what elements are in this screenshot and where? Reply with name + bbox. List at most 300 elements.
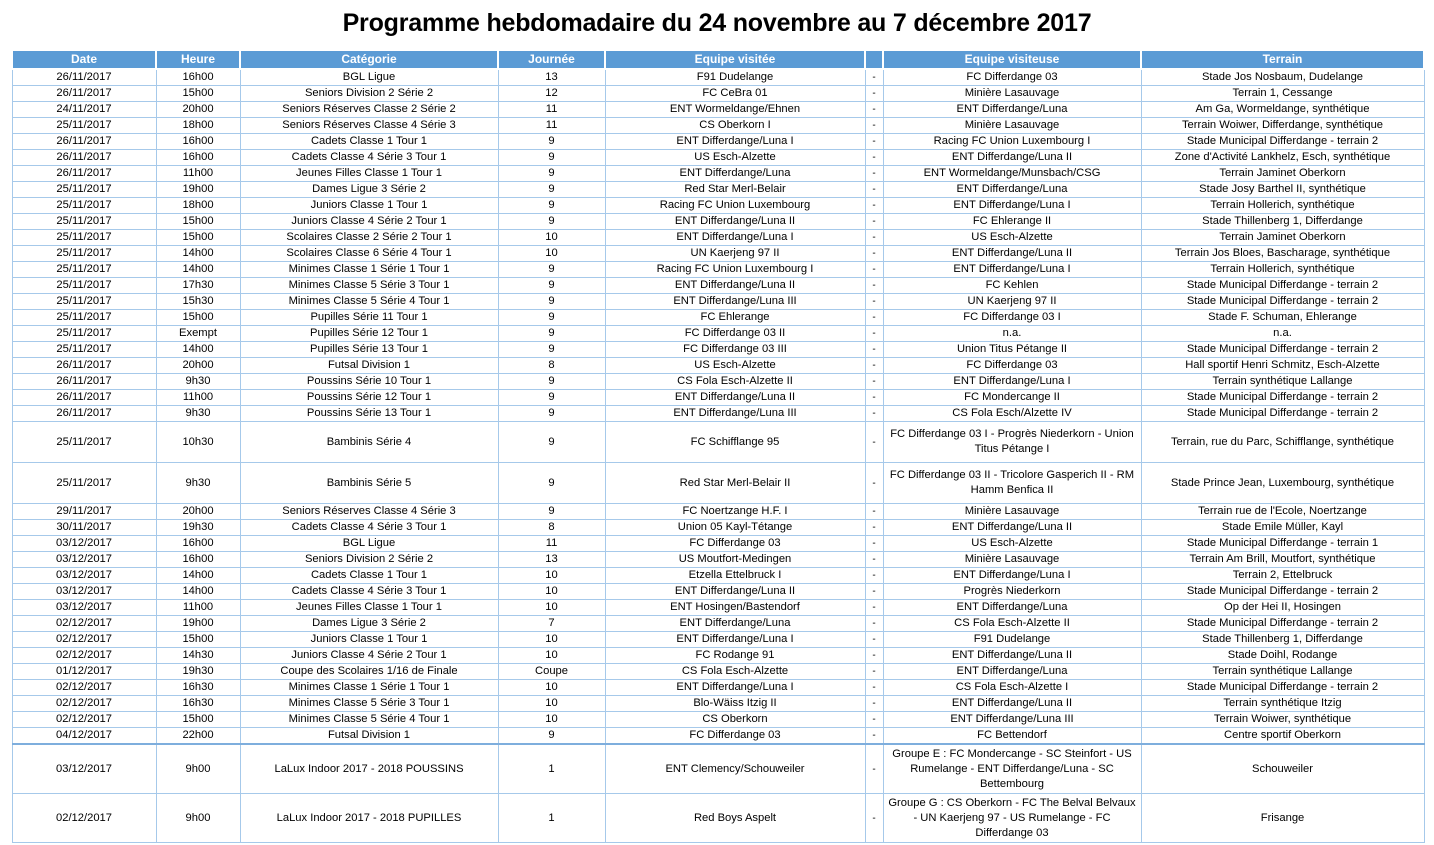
cell-terrain: Stade Municipal Differdange - terrain 2 [1141, 342, 1424, 358]
cell-terrain: Terrain Hollerich, synthétique [1141, 198, 1424, 214]
cell-equipe-visitee: ENT Wormeldange/Ehnen [605, 102, 865, 118]
table-row[interactable] [12, 696, 1424, 712]
cell-date: 25/11/2017 [12, 182, 156, 198]
cell-equipe-visitee: ENT Differdange/Luna III [605, 406, 865, 422]
cell-categorie: Minimes Classe 5 Série 3 Tour 1 [240, 696, 498, 712]
cell-heure: 11h00 [156, 166, 240, 182]
cell-journee: 9 [498, 504, 605, 520]
cell-separator: - [865, 568, 883, 584]
table-row[interactable] [12, 584, 1424, 600]
cell-date: 25/11/2017 [12, 278, 156, 294]
column-header-terrain[interactable]: Terrain [1141, 50, 1424, 69]
cell-equipe-visiteuse: Minière Lasauvage [883, 504, 1141, 520]
table-row[interactable] [12, 150, 1424, 166]
cell-journee: 10 [498, 632, 605, 648]
cell-terrain: Stade Municipal Differdange - terrain 2 [1141, 278, 1424, 294]
cell-date: 25/11/2017 [12, 310, 156, 326]
cell-equipe-visitee: FC Differdange 03 [605, 536, 865, 552]
cell-terrain: Stade Emile Müller, Kayl [1141, 520, 1424, 536]
cell-separator: - [865, 294, 883, 310]
cell-equipe-visitee: Red Boys Aspelt [605, 794, 865, 843]
cell-terrain: Frisange [1141, 794, 1424, 843]
cell-categorie: Juniors Classe 1 Tour 1 [240, 198, 498, 214]
cell-equipe-visiteuse: US Esch-Alzette [883, 536, 1141, 552]
table-row[interactable] [12, 310, 1424, 326]
column-header-date[interactable]: Date [12, 50, 156, 69]
cell-heure: 9h00 [156, 744, 240, 794]
cell-categorie: LaLux Indoor 2017 - 2018 PUPILLES [240, 794, 498, 843]
cell-equipe-visitee: ENT Differdange/Luna II [605, 584, 865, 600]
cell-date: 25/11/2017 [12, 326, 156, 342]
cell-terrain: Terrain synthétique Itzig [1141, 696, 1424, 712]
cell-equipe-visiteuse: ENT Differdange/Luna I [883, 568, 1141, 584]
cell-date: 30/11/2017 [12, 520, 156, 536]
cell-equipe-visitee: Etzella Ettelbruck I [605, 568, 865, 584]
cell-heure: 18h00 [156, 198, 240, 214]
cell-equipe-visiteuse: ENT Differdange/Luna [883, 182, 1141, 198]
cell-date: 01/12/2017 [12, 664, 156, 680]
cell-date: 03/12/2017 [12, 744, 156, 794]
cell-separator: - [865, 712, 883, 728]
table-row[interactable] [12, 262, 1424, 278]
cell-date: 26/11/2017 [12, 374, 156, 390]
column-header-journee[interactable]: Journée [498, 50, 605, 69]
cell-equipe-visiteuse: FC Kehlen [883, 278, 1141, 294]
column-header-equipe-visiteuse[interactable]: Equipe visiteuse [883, 50, 1141, 69]
cell-heure: 14h00 [156, 584, 240, 600]
cell-terrain: Stade Municipal Differdange - terrain 2 [1141, 584, 1424, 600]
cell-heure: 16h00 [156, 69, 240, 86]
table-row[interactable] [12, 632, 1424, 648]
cell-equipe-visitee: Racing FC Union Luxembourg I [605, 262, 865, 278]
cell-date: 24/11/2017 [12, 102, 156, 118]
cell-categorie: Seniors Réserves Classe 4 Série 3 [240, 504, 498, 520]
cell-heure: 14h30 [156, 648, 240, 664]
cell-journee: 7 [498, 616, 605, 632]
cell-equipe-visiteuse: FC Differdange 03 I - Progrès Niederkorn - Union Titus Pétange I [883, 422, 1141, 463]
cell-equipe-visiteuse: FC Ehlerange II [883, 214, 1141, 230]
cell-terrain: Stade Municipal Differdange - terrain 2 [1141, 616, 1424, 632]
cell-journee: 10 [498, 584, 605, 600]
cell-journee: 9 [498, 310, 605, 326]
cell-separator: - [865, 358, 883, 374]
cell-journee: 9 [498, 262, 605, 278]
cell-equipe-visiteuse: FC Differdange 03 [883, 358, 1141, 374]
cell-categorie: Pupilles Série 12 Tour 1 [240, 326, 498, 342]
cell-date: 25/11/2017 [12, 294, 156, 310]
cell-separator: - [865, 504, 883, 520]
table-row[interactable] [12, 214, 1424, 230]
cell-separator: - [865, 262, 883, 278]
cell-equipe-visitee: US Esch-Alzette [605, 150, 865, 166]
cell-journee: 9 [498, 150, 605, 166]
cell-journee: 10 [498, 246, 605, 262]
column-header-separator [865, 50, 883, 69]
cell-equipe-visiteuse: UN Kaerjeng 97 II [883, 294, 1141, 310]
table-row[interactable] [12, 600, 1424, 616]
cell-terrain: Stade Municipal Differdange - terrain 2 [1141, 294, 1424, 310]
cell-heure: 16h30 [156, 696, 240, 712]
cell-heure: 9h30 [156, 406, 240, 422]
cell-separator: - [865, 584, 883, 600]
cell-date: 02/12/2017 [12, 616, 156, 632]
cell-categorie: Juniors Classe 4 Série 2 Tour 1 [240, 648, 498, 664]
cell-date: 25/11/2017 [12, 342, 156, 358]
cell-separator: - [865, 536, 883, 552]
cell-equipe-visiteuse: ENT Differdange/Luna III [883, 712, 1141, 728]
cell-equipe-visitee: FC Differdange 03 II [605, 326, 865, 342]
cell-separator: - [865, 632, 883, 648]
cell-journee: 9 [498, 390, 605, 406]
cell-categorie: Poussins Série 13 Tour 1 [240, 406, 498, 422]
cell-terrain: Terrain, rue du Parc, Schifflange, synthétique [1141, 422, 1424, 463]
cell-journee: 11 [498, 118, 605, 134]
table-row[interactable] [12, 536, 1424, 552]
table-row[interactable] [12, 422, 1424, 463]
cell-terrain: Op der Hei II, Hosingen [1141, 600, 1424, 616]
cell-journee: 9 [498, 166, 605, 182]
cell-date: 26/11/2017 [12, 166, 156, 182]
cell-categorie: BGL Ligue [240, 536, 498, 552]
cell-journee: 9 [498, 463, 605, 504]
cell-separator: - [865, 278, 883, 294]
cell-date: 26/11/2017 [12, 86, 156, 102]
cell-heure: 15h00 [156, 214, 240, 230]
cell-categorie: Scolaires Classe 6 Série 4 Tour 1 [240, 246, 498, 262]
cell-journee: Coupe [498, 664, 605, 680]
cell-journee: 10 [498, 600, 605, 616]
cell-date: 25/11/2017 [12, 246, 156, 262]
cell-separator: - [865, 390, 883, 406]
cell-heure: Exempt [156, 326, 240, 342]
cell-equipe-visiteuse: Minière Lasauvage [883, 118, 1141, 134]
cell-date: 02/12/2017 [12, 648, 156, 664]
cell-categorie: Cadets Classe 4 Série 3 Tour 1 [240, 584, 498, 600]
cell-heure: 19h00 [156, 182, 240, 198]
table-row[interactable] [12, 102, 1424, 118]
cell-date: 02/12/2017 [12, 696, 156, 712]
cell-equipe-visiteuse: ENT Differdange/Luna I [883, 198, 1141, 214]
cell-equipe-visiteuse: FC Bettendorf [883, 728, 1141, 745]
cell-equipe-visitee: ENT Differdange/Luna [605, 616, 865, 632]
cell-heure: 15h00 [156, 230, 240, 246]
table-row[interactable] [12, 358, 1424, 374]
column-header-heure[interactable]: Heure [156, 50, 240, 69]
cell-heure: 15h00 [156, 310, 240, 326]
cell-equipe-visitee: FC Ehlerange [605, 310, 865, 326]
cell-categorie: Bambinis Série 5 [240, 463, 498, 504]
table-row[interactable] [12, 166, 1424, 182]
cell-heure: 14h00 [156, 568, 240, 584]
cell-separator: - [865, 150, 883, 166]
table-row[interactable] [12, 230, 1424, 246]
cell-equipe-visiteuse: FC Differdange 03 II - Tricolore Gasperich II - RM Hamm Benfica II [883, 463, 1141, 504]
cell-journee: 11 [498, 102, 605, 118]
cell-journee: 10 [498, 230, 605, 246]
table-row[interactable] [12, 680, 1424, 696]
cell-separator: - [865, 616, 883, 632]
cell-categorie: Minimes Classe 1 Série 1 Tour 1 [240, 262, 498, 278]
table-row[interactable] [12, 390, 1424, 406]
cell-heure: 11h00 [156, 390, 240, 406]
table-row[interactable] [12, 520, 1424, 536]
table-row[interactable] [12, 198, 1424, 214]
cell-journee: 1 [498, 794, 605, 843]
cell-heure: 17h30 [156, 278, 240, 294]
cell-date: 03/12/2017 [12, 600, 156, 616]
cell-journee: 11 [498, 536, 605, 552]
table-row[interactable] [12, 664, 1424, 680]
cell-date: 25/11/2017 [12, 118, 156, 134]
cell-categorie: BGL Ligue [240, 69, 498, 86]
cell-heure: 14h00 [156, 246, 240, 262]
cell-heure: 16h00 [156, 552, 240, 568]
cell-equipe-visiteuse: ENT Differdange/Luna II [883, 520, 1141, 536]
cell-date: 25/11/2017 [12, 422, 156, 463]
cell-equipe-visiteuse: Groupe G : CS Oberkorn - FC The Belval Belvaux - UN Kaerjeng 97 - US Rumelange - FC Differdange 03 [883, 794, 1141, 843]
cell-equipe-visitee: UN Kaerjeng 97 II [605, 246, 865, 262]
cell-categorie: Cadets Classe 1 Tour 1 [240, 134, 498, 150]
cell-categorie: Futsal Division 1 [240, 728, 498, 745]
cell-date: 04/12/2017 [12, 728, 156, 745]
cell-heure: 15h00 [156, 712, 240, 728]
cell-equipe-visitee: ENT Hosingen/Bastendorf [605, 600, 865, 616]
cell-terrain: n.a. [1141, 326, 1424, 342]
cell-separator: - [865, 198, 883, 214]
cell-equipe-visitee: US Esch-Alzette [605, 358, 865, 374]
cell-journee: 10 [498, 568, 605, 584]
cell-equipe-visitee: ENT Differdange/Luna I [605, 632, 865, 648]
cell-journee: 10 [498, 696, 605, 712]
cell-journee: 9 [498, 294, 605, 310]
cell-journee: 10 [498, 712, 605, 728]
cell-terrain: Terrain rue de l'Ecole, Noertzange [1141, 504, 1424, 520]
cell-journee: 10 [498, 680, 605, 696]
column-header-categorie[interactable]: Catégorie [240, 50, 498, 69]
cell-journee: 9 [498, 406, 605, 422]
cell-separator: - [865, 86, 883, 102]
cell-equipe-visitee: ENT Differdange/Luna I [605, 680, 865, 696]
cell-equipe-visiteuse: CS Fola Esch/Alzette IV [883, 406, 1141, 422]
cell-separator: - [865, 326, 883, 342]
cell-categorie: Jeunes Filles Classe 1 Tour 1 [240, 600, 498, 616]
table-row[interactable] [12, 728, 1424, 745]
cell-equipe-visiteuse: FC Mondercange II [883, 390, 1141, 406]
cell-equipe-visitee: ENT Differdange/Luna II [605, 278, 865, 294]
cell-categorie: Jeunes Filles Classe 1 Tour 1 [240, 166, 498, 182]
cell-equipe-visiteuse: ENT Differdange/Luna II [883, 648, 1141, 664]
cell-categorie: Poussins Série 10 Tour 1 [240, 374, 498, 390]
table-row[interactable] [12, 278, 1424, 294]
table-row[interactable] [12, 86, 1424, 102]
cell-heure: 15h00 [156, 86, 240, 102]
cell-separator: - [865, 680, 883, 696]
cell-terrain: Stade Municipal Differdange - terrain 2 [1141, 134, 1424, 150]
cell-separator: - [865, 182, 883, 198]
cell-terrain: Am Ga, Wormeldange, synthétique [1141, 102, 1424, 118]
cell-terrain: Stade F. Schuman, Ehlerange [1141, 310, 1424, 326]
table-row[interactable] [12, 552, 1424, 568]
cell-terrain: Stade Municipal Differdange - terrain 2 [1141, 406, 1424, 422]
cell-equipe-visiteuse: CS Fola Esch-Alzette II [883, 616, 1141, 632]
cell-equipe-visiteuse: ENT Differdange/Luna [883, 664, 1141, 680]
table-row[interactable] [12, 69, 1424, 86]
cell-date: 26/11/2017 [12, 134, 156, 150]
cell-equipe-visiteuse: US Esch-Alzette [883, 230, 1141, 246]
cell-terrain: Stade Doihl, Rodange [1141, 648, 1424, 664]
cell-equipe-visitee: FC Differdange 03 III [605, 342, 865, 358]
cell-equipe-visitee: FC Differdange 03 [605, 728, 865, 745]
cell-heure: 14h00 [156, 342, 240, 358]
cell-separator: - [865, 406, 883, 422]
column-header-equipe-visitee[interactable]: Equipe visitée [605, 50, 865, 69]
cell-terrain: Stade Josy Barthel II, synthétique [1141, 182, 1424, 198]
cell-heure: 11h00 [156, 600, 240, 616]
cell-separator: - [865, 552, 883, 568]
cell-journee: 9 [498, 422, 605, 463]
cell-terrain: Terrain synthétique Lallange [1141, 664, 1424, 680]
table-row[interactable] [12, 118, 1424, 134]
table-row[interactable] [12, 648, 1424, 664]
cell-equipe-visitee: Red Star Merl-Belair [605, 182, 865, 198]
table-row[interactable] [12, 342, 1424, 358]
table-row[interactable] [12, 712, 1424, 728]
cell-separator: - [865, 310, 883, 326]
cell-categorie: Seniors Division 2 Série 2 [240, 552, 498, 568]
table-body [12, 69, 1424, 843]
cell-equipe-visiteuse: ENT Differdange/Luna I [883, 262, 1141, 278]
table-row[interactable] [12, 134, 1424, 150]
cell-equipe-visiteuse: Racing FC Union Luxembourg I [883, 134, 1141, 150]
cell-terrain: Terrain synthétique Lallange [1141, 374, 1424, 390]
cell-equipe-visiteuse: Minière Lasauvage [883, 86, 1141, 102]
cell-equipe-visitee: ENT Clemency/Schouweiler [605, 744, 865, 794]
cell-terrain: Terrain Jaminet Oberkorn [1141, 166, 1424, 182]
cell-equipe-visitee: Red Star Merl-Belair II [605, 463, 865, 504]
cell-categorie: Seniors Réserves Classe 2 Série 2 [240, 102, 498, 118]
table-row[interactable] [12, 568, 1424, 584]
cell-equipe-visitee: Union 05 Kayl-Tétange [605, 520, 865, 536]
cell-categorie: Minimes Classe 1 Série 1 Tour 1 [240, 680, 498, 696]
cell-date: 25/11/2017 [12, 463, 156, 504]
cell-categorie: Juniors Classe 4 Série 2 Tour 1 [240, 214, 498, 230]
cell-equipe-visiteuse: Union Titus Pétange II [883, 342, 1141, 358]
table-row[interactable] [12, 406, 1424, 422]
table-header [12, 50, 1424, 69]
cell-date: 26/11/2017 [12, 69, 156, 86]
table-row[interactable] [12, 374, 1424, 390]
cell-equipe-visitee: F91 Dudelange [605, 69, 865, 86]
cell-date: 26/11/2017 [12, 406, 156, 422]
cell-separator: - [865, 342, 883, 358]
cell-heure: 19h30 [156, 520, 240, 536]
table-row[interactable] [12, 504, 1424, 520]
cell-terrain: Stade Municipal Differdange - terrain 2 [1141, 680, 1424, 696]
cell-date: 25/11/2017 [12, 198, 156, 214]
cell-heure: 18h00 [156, 118, 240, 134]
cell-terrain: Terrain Hollerich, synthétique [1141, 262, 1424, 278]
cell-terrain: Terrain Jaminet Oberkorn [1141, 230, 1424, 246]
cell-separator: - [865, 728, 883, 745]
table-row[interactable] [12, 744, 1424, 794]
cell-terrain: Terrain Jos Bloes, Bascharage, synthétique [1141, 246, 1424, 262]
cell-journee: 13 [498, 69, 605, 86]
table-row[interactable] [12, 794, 1424, 843]
cell-heure: 16h30 [156, 680, 240, 696]
cell-separator: - [865, 696, 883, 712]
cell-terrain: Stade Thillenberg 1, Differdange [1141, 632, 1424, 648]
table-row[interactable] [12, 463, 1424, 504]
cell-heure: 10h30 [156, 422, 240, 463]
cell-separator: - [865, 166, 883, 182]
cell-date: 02/12/2017 [12, 632, 156, 648]
cell-categorie: Seniors Division 2 Série 2 [240, 86, 498, 102]
cell-equipe-visitee: FC CeBra 01 [605, 86, 865, 102]
cell-categorie: Dames Ligue 3 Série 2 [240, 616, 498, 632]
cell-heure: 9h30 [156, 374, 240, 390]
cell-date: 26/11/2017 [12, 390, 156, 406]
cell-journee: 13 [498, 552, 605, 568]
cell-heure: 14h00 [156, 262, 240, 278]
cell-heure: 9h00 [156, 794, 240, 843]
cell-heure: 20h00 [156, 504, 240, 520]
cell-date: 02/12/2017 [12, 680, 156, 696]
cell-terrain: Terrain Woiwer, synthétique [1141, 712, 1424, 728]
cell-equipe-visitee: Racing FC Union Luxembourg [605, 198, 865, 214]
cell-separator: - [865, 422, 883, 463]
cell-terrain: Terrain 2, Ettelbruck [1141, 568, 1424, 584]
cell-journee: 9 [498, 182, 605, 198]
table-row[interactable] [12, 616, 1424, 632]
cell-equipe-visiteuse: CS Fola Esch-Alzette I [883, 680, 1141, 696]
cell-equipe-visiteuse: n.a. [883, 326, 1141, 342]
cell-categorie: Coupe des Scolaires 1/16 de Finale [240, 664, 498, 680]
cell-journee: 9 [498, 214, 605, 230]
cell-heure: 15h00 [156, 632, 240, 648]
cell-journee: 9 [498, 198, 605, 214]
cell-equipe-visiteuse: ENT Differdange/Luna II [883, 696, 1141, 712]
table-row[interactable] [12, 326, 1424, 342]
cell-categorie: Cadets Classe 4 Série 3 Tour 1 [240, 150, 498, 166]
cell-equipe-visiteuse: Groupe E : FC Mondercange - SC Steinfort - US Rumelange - ENT Differdange/Luna - SC Bettembourg [883, 744, 1141, 794]
cell-journee: 9 [498, 326, 605, 342]
cell-equipe-visitee: Blo-Wäiss Itzig II [605, 696, 865, 712]
cell-terrain: Stade Jos Nosbaum, Dudelange [1141, 69, 1424, 86]
cell-separator: - [865, 374, 883, 390]
cell-journee: 9 [498, 374, 605, 390]
cell-categorie: Minimes Classe 5 Série 4 Tour 1 [240, 294, 498, 310]
cell-journee: 10 [498, 648, 605, 664]
cell-journee: 9 [498, 342, 605, 358]
cell-separator: - [865, 118, 883, 134]
cell-separator: - [865, 230, 883, 246]
cell-equipe-visitee: FC Schifflange 95 [605, 422, 865, 463]
table-row[interactable] [12, 182, 1424, 198]
cell-equipe-visiteuse: ENT Wormeldange/Munsbach/CSG [883, 166, 1141, 182]
cell-journee: 1 [498, 744, 605, 794]
header-row [12, 50, 1424, 69]
cell-separator: - [865, 648, 883, 664]
cell-journee: 12 [498, 86, 605, 102]
cell-terrain: Terrain Woiwer, Differdange, synthétique [1141, 118, 1424, 134]
cell-heure: 16h00 [156, 536, 240, 552]
table-row[interactable] [12, 246, 1424, 262]
table-row[interactable] [12, 294, 1424, 310]
cell-categorie: Cadets Classe 4 Série 3 Tour 1 [240, 520, 498, 536]
cell-equipe-visitee: ENT Differdange/Luna II [605, 214, 865, 230]
cell-heure: 16h00 [156, 150, 240, 166]
cell-equipe-visitee: CS Fola Esch-Alzette [605, 664, 865, 680]
